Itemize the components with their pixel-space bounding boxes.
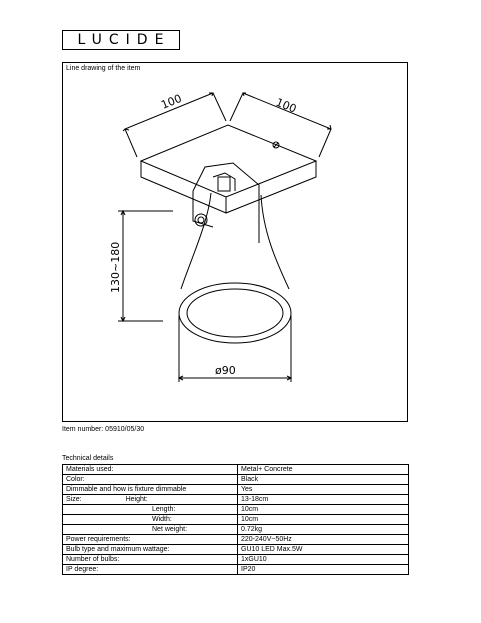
spec-row — [63, 485, 409, 495]
spec-sublabel: Length: — [152, 506, 176, 513]
spec-value: 10cm — [238, 515, 409, 525]
spec-row — [63, 535, 409, 545]
spec-label — [63, 555, 238, 565]
spec-label-text: Size: — [66, 496, 82, 503]
spec-label-text: Color: — [66, 476, 85, 483]
spec-label-text: Materials used: — [66, 466, 114, 473]
dim-width-label: 100 — [159, 91, 184, 112]
spec-row — [63, 505, 409, 515]
lucide-logo: LUCIDE — [62, 30, 180, 50]
spec-value: Black — [238, 475, 409, 485]
spec-label — [63, 475, 238, 485]
line-drawing-frame — [62, 62, 408, 422]
spec-label — [63, 505, 238, 515]
spec-label — [63, 495, 238, 505]
spec-label-text: IP degree: — [66, 566, 99, 573]
spec-label — [63, 565, 238, 575]
spec-sublabel: Net weight: — [152, 526, 188, 533]
dim-height-label: 130~180 — [109, 241, 122, 293]
spec-sublabel: Width: — [152, 516, 172, 523]
technical-details-table — [62, 464, 409, 575]
spec-label — [63, 515, 238, 525]
spec-value: 1xGU10 — [238, 555, 409, 565]
spec-label — [63, 485, 238, 495]
spec-value: 10cm — [238, 505, 409, 515]
spec-value: Metal+ Concrete — [238, 465, 409, 475]
spec-label-text: Bulb type and maximum wattage: — [66, 546, 170, 553]
spec-value: 13-18cm — [238, 495, 409, 505]
spec-label — [63, 525, 238, 535]
spec-label-text: Power requirements: — [66, 536, 131, 543]
spec-row — [63, 475, 409, 485]
spec-row — [63, 515, 409, 525]
technical-details-title: Technical details — [62, 455, 114, 462]
spec-label — [63, 545, 238, 555]
item-number: Item number: 05910/05/30 — [62, 426, 145, 433]
spec-value: Yes — [238, 485, 409, 495]
spec-value: IP20 — [238, 565, 409, 575]
spec-value: GU10 LED Max.5W — [238, 545, 409, 555]
spec-row — [63, 545, 409, 555]
fixture-line-drawing — [63, 63, 409, 423]
spec-value: 0.72kg — [238, 525, 409, 535]
drawing-label: Line drawing of the item — [66, 65, 141, 72]
dim-diameter-label: ø90 — [215, 364, 236, 377]
spec-row — [63, 525, 409, 535]
spec-row — [63, 465, 409, 475]
spec-sublabel: Height: — [125, 496, 148, 503]
spec-label-text: Dimmable and how is fixture dimmable — [66, 486, 187, 493]
spec-value: 220-240V~50Hz — [238, 535, 409, 545]
spec-row — [63, 555, 409, 565]
spec-label — [63, 535, 238, 545]
spec-label — [63, 465, 238, 475]
dim-depth-label: 100 — [273, 95, 299, 116]
spec-row — [63, 565, 409, 575]
spec-label-text: Number of bulbs: — [66, 556, 120, 563]
spec-row — [63, 495, 409, 505]
